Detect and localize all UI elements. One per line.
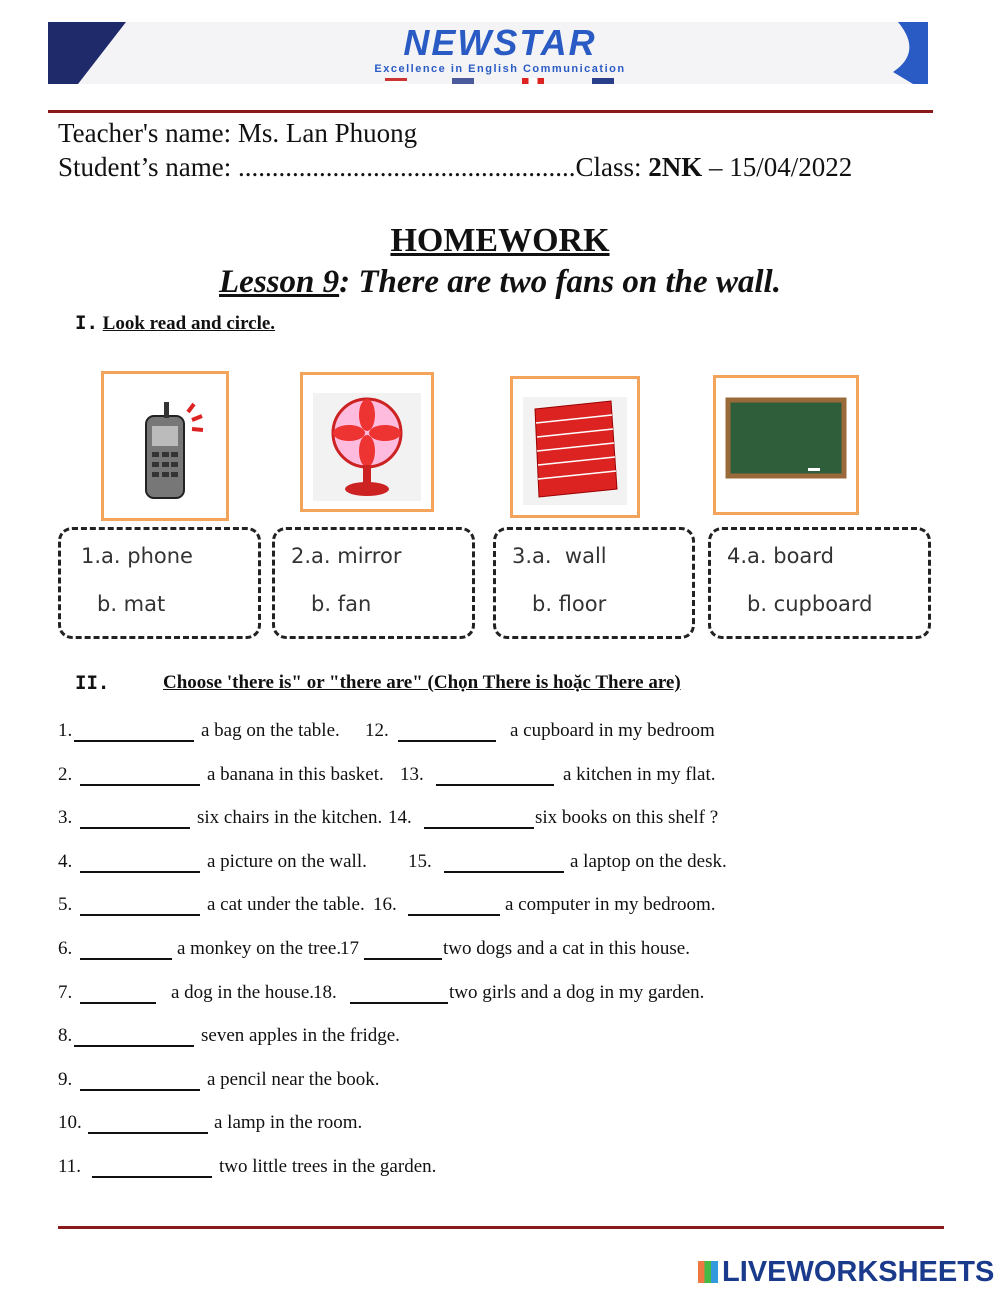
item-number: 16. xyxy=(373,894,397,915)
answer-blank-16[interactable] xyxy=(408,894,500,916)
sentence-text: seven apples in the fridge. xyxy=(201,1025,400,1046)
item-number: 4. xyxy=(58,851,73,872)
sentence-text: two girls and a dog in my garden. xyxy=(449,982,705,1003)
item-number: 11. xyxy=(58,1156,82,1177)
newstar-logo: NEWSTAR xyxy=(403,22,597,63)
sentence-text: a lamp in the room. xyxy=(214,1112,363,1133)
page-title: HOMEWORK xyxy=(390,222,610,259)
canada-flag-icon xyxy=(522,78,544,84)
phone-icon xyxy=(104,374,226,518)
sentence-row xyxy=(58,894,938,920)
answer-blank-5[interactable] xyxy=(80,894,200,916)
australia-flag-icon xyxy=(592,78,614,84)
answer-blank-8[interactable] xyxy=(74,1025,194,1047)
lesson-title xyxy=(0,264,1000,301)
fan-icon xyxy=(303,375,431,509)
item-number: 17 xyxy=(340,938,359,959)
brick-wall-icon xyxy=(513,379,637,515)
answer-blank-15[interactable] xyxy=(444,851,564,873)
footer-divider xyxy=(58,1226,944,1229)
fan-image xyxy=(300,372,434,512)
item-number: 1. xyxy=(58,720,73,741)
class-value: 2NK xyxy=(648,152,703,182)
sentence-text: a bag on the table. xyxy=(201,720,340,741)
section-title: Look read and circle. xyxy=(102,313,276,334)
sentence-text: six chairs in the kitchen. xyxy=(197,807,383,828)
uk-flag-icon xyxy=(452,78,474,84)
answer-blank-12[interactable] xyxy=(398,720,496,742)
sentence-row xyxy=(58,851,938,877)
item-number: 7. xyxy=(58,982,73,1003)
option-b[interactable]: b. floor xyxy=(532,592,607,616)
section-number: I. xyxy=(75,312,98,334)
sentence-row xyxy=(58,1069,938,1095)
banner-left-stripe xyxy=(48,22,128,84)
option-a[interactable]: 2.a. mirror xyxy=(291,544,402,568)
sentence-text: a cupboard in my bedroom xyxy=(510,720,715,741)
sentence-text: a picture on the wall. xyxy=(207,851,367,872)
option-group-3 xyxy=(493,527,695,639)
item-number: 12. xyxy=(365,720,389,741)
sentence-text: a monkey on the tree. xyxy=(177,938,342,959)
option-a[interactable]: 3.a. wall xyxy=(512,544,607,568)
sentence-row xyxy=(58,720,938,746)
sentence-text: a laptop on the desk. xyxy=(570,851,727,872)
answer-blank-9[interactable] xyxy=(80,1069,200,1091)
phone-image xyxy=(101,371,229,521)
sentence-text: a banana in this basket. xyxy=(207,764,384,785)
option-group-4 xyxy=(708,527,931,639)
answer-blank-17[interactable] xyxy=(364,938,442,960)
option-group-1 xyxy=(58,527,261,639)
class-label: Class: xyxy=(575,152,649,182)
answer-blank-13[interactable] xyxy=(436,764,554,786)
section2-title xyxy=(163,672,681,694)
item-number: 8. xyxy=(58,1025,73,1046)
liveworksheets-icon xyxy=(698,1261,718,1283)
section1-heading xyxy=(75,312,275,335)
liveworksheets-logo xyxy=(698,1256,994,1289)
answer-blank-11[interactable] xyxy=(92,1156,212,1178)
lesson-label: Lesson 9 xyxy=(219,264,340,300)
sentence-row xyxy=(58,1025,938,1051)
item-number: 9. xyxy=(58,1069,73,1090)
student-class-line xyxy=(58,152,852,183)
option-b[interactable]: b. fan xyxy=(311,592,372,616)
banner-right-swoosh xyxy=(868,22,928,84)
answer-blank-10[interactable] xyxy=(88,1112,208,1134)
item-number: 18. xyxy=(313,982,337,1003)
option-b[interactable]: b. mat xyxy=(97,592,166,616)
sentence-text: six books on this shelf ? xyxy=(535,807,719,828)
teacher-name: Teacher's name: Ms. Lan Phuong xyxy=(58,118,418,148)
logo-slogan: Excellence in English Communication xyxy=(374,63,626,75)
sentence-text: a computer in my bedroom. xyxy=(505,894,716,915)
student-name-field[interactable]: Student’s name: .................................................. xyxy=(58,152,576,182)
section2-heading xyxy=(75,672,109,695)
item-number: 6. xyxy=(58,938,73,959)
sentence-text: a dog in the house. xyxy=(171,982,315,1003)
sentence-row xyxy=(58,1156,938,1182)
sentence-row xyxy=(58,982,938,1008)
sentence-text: two little trees in the garden. xyxy=(219,1156,437,1177)
answer-blank-2[interactable] xyxy=(80,764,200,786)
item-number: 3. xyxy=(58,807,73,828)
option-a[interactable]: 1.a. phone xyxy=(81,544,193,568)
date: – 15/04/2022 xyxy=(702,152,853,182)
item-number: 2. xyxy=(58,764,73,785)
item-number: 5. xyxy=(58,894,73,915)
option-group-2 xyxy=(272,527,475,639)
brand-text: LIVEWORKSHEETS xyxy=(722,1256,995,1288)
item-number: 10. xyxy=(58,1112,82,1133)
sentence-text: two dogs and a cat in this house. xyxy=(443,938,690,959)
board-image xyxy=(713,375,859,515)
answer-blank-14[interactable] xyxy=(424,807,534,829)
option-b[interactable]: b. cupboard xyxy=(747,592,873,616)
answer-blank-4[interactable] xyxy=(80,851,200,873)
section-number: II. xyxy=(75,672,110,694)
section-title: Choose 'there is" or "there are" (Chọn There is hoặc There are) xyxy=(163,672,681,693)
answer-blank-1[interactable] xyxy=(74,720,194,742)
sentence-text: a cat under the table. xyxy=(207,894,365,915)
item-number: 15. xyxy=(408,851,432,872)
answer-blank-6[interactable] xyxy=(80,938,172,960)
lesson-text: : There are two fans on the wall. xyxy=(339,264,781,300)
answer-blank-7[interactable] xyxy=(80,982,156,1004)
sentence-row xyxy=(58,938,938,964)
sentence-text: a pencil near the book. xyxy=(207,1069,380,1090)
sentence-row xyxy=(58,807,938,833)
header-divider xyxy=(48,110,933,113)
item-number: 14. xyxy=(388,807,412,828)
us-flag-icon xyxy=(385,78,407,84)
sentence-text: a kitchen in my flat. xyxy=(563,764,716,785)
answer-blank-18[interactable] xyxy=(350,982,448,1004)
option-a[interactable]: 4.a. board xyxy=(727,544,834,568)
sentence-row xyxy=(58,1112,938,1138)
wall-image xyxy=(510,376,640,518)
sentence-row xyxy=(58,764,938,790)
answer-blank-3[interactable] xyxy=(80,807,190,829)
item-number: 13. xyxy=(400,764,424,785)
chalkboard-icon xyxy=(716,378,856,512)
